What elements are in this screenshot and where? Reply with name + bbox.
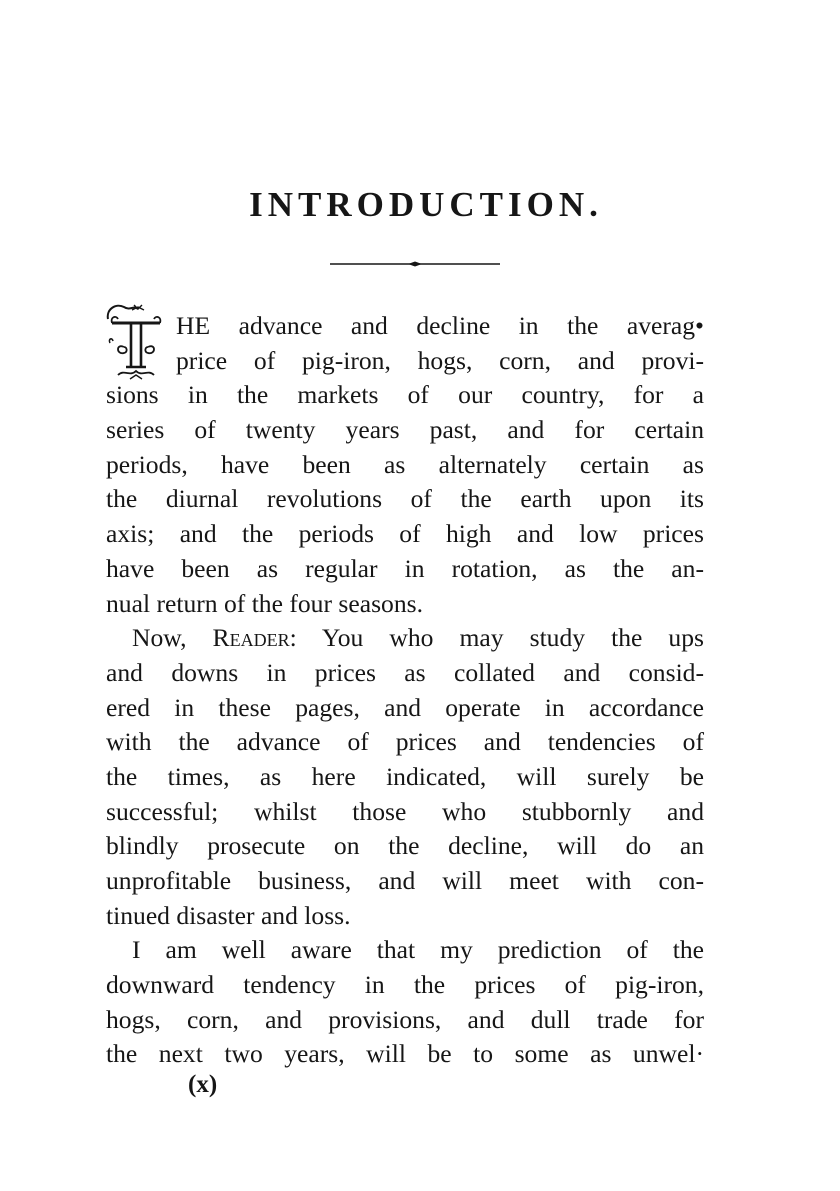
- text-line: tinued disaster and loss.: [106, 900, 351, 930]
- text-line: hogs, corn, and provisions, and dull trade for: [106, 1004, 704, 1034]
- ornamental-rule: [330, 261, 500, 267]
- page-title: INTRODUCTION.: [249, 185, 603, 224]
- text-line: nual return of the four seasons.: [106, 588, 423, 618]
- paragraph-2: [106, 621, 704, 933]
- text-line: periods, have been as alternately certain as: [106, 449, 704, 479]
- text-line: the diurnal revolutions of the earth upon its: [106, 484, 704, 514]
- reader-smallcaps: Reader: [212, 623, 290, 653]
- lead-after-text: : You who may study the ups: [289, 623, 704, 653]
- text-line: unprofitable business, and will meet with con-: [106, 866, 704, 895]
- text-line: and downs in prices as collated and consid-: [106, 657, 704, 687]
- text-line: with the advance of prices and tendencies of: [106, 727, 704, 757]
- paragraph-3: [106, 933, 704, 1072]
- text-line: blindly prosecute on the decline, will do an: [106, 831, 704, 861]
- text-line: ered in these pages, and operate in accordance: [106, 692, 704, 722]
- text-line: have been as regular in rotation, as the an-: [106, 553, 704, 583]
- text-line: the times, as here indicated, will surely be: [106, 761, 704, 791]
- text-line: axis; and the periods of high and low prices: [106, 519, 704, 549]
- text-line: successful; whilst those who stubbornly and: [106, 796, 704, 826]
- body-text: [106, 309, 704, 1072]
- text-line: sions in the markets of our country, for a: [106, 380, 704, 410]
- text-line: series of twenty years past, and for certain: [106, 415, 704, 445]
- text-line: the next two years, will be to some as unwel·: [106, 1039, 704, 1069]
- text-line: [106, 621, 704, 656]
- text-line: HE advance and decline in the averag•: [176, 311, 704, 340]
- lead-text: Now,: [132, 623, 213, 653]
- text-line: downward tendency in the prices of pig-iron,: [106, 970, 704, 1000]
- paragraph-1: [106, 309, 704, 621]
- text-line: I am well aware that my prediction of the: [132, 935, 704, 965]
- text-line: price of pig-iron, hogs, corn, and provi-: [176, 345, 704, 375]
- page-number: (x): [188, 1071, 218, 1098]
